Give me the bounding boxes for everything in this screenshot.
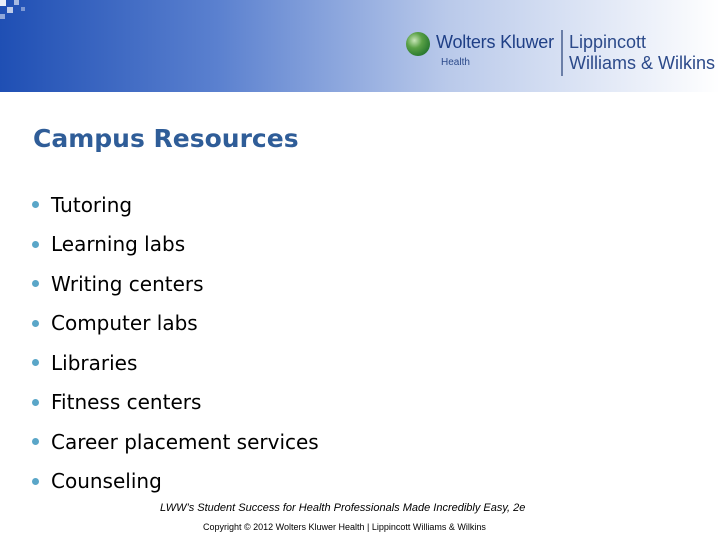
list-item <box>30 225 319 265</box>
footer-copyright: Copyright © 2012 Wolters Kluwer Health | Lippincott Williams & Wilkins <box>203 522 486 532</box>
decorative-squares <box>0 0 40 22</box>
bullet-icon <box>32 359 39 366</box>
list-item <box>30 422 319 462</box>
logo-company-name: Wolters Kluwer <box>436 32 554 52</box>
bullet-icon <box>32 241 39 248</box>
slide-title: Campus Resources <box>33 124 299 153</box>
list-item <box>30 343 319 383</box>
list-item-text: Writing centers <box>51 271 204 296</box>
bullet-icon <box>32 320 39 327</box>
bullet-icon <box>32 438 39 445</box>
bullet-list <box>30 185 319 501</box>
logo-imprint-line2: Williams & Wilkins <box>569 53 715 73</box>
header-band <box>0 0 720 92</box>
list-item <box>30 462 319 502</box>
list-item <box>30 185 319 225</box>
list-item-text: Fitness centers <box>51 390 202 415</box>
bullet-icon <box>32 478 39 485</box>
list-item <box>30 304 319 344</box>
footer-book-title: LWW’s Student Success for Health Professionals Made Incredibly Easy, 2e <box>160 502 526 514</box>
list-item <box>30 264 319 304</box>
lww-logo <box>569 32 715 74</box>
logo-imprint-line1: Lippincott <box>569 32 647 52</box>
list-item-text: Career placement services <box>51 429 319 454</box>
logo-divider <box>561 30 563 76</box>
bullet-icon <box>32 280 39 287</box>
list-item-text: Tutoring <box>51 192 133 217</box>
list-item-text: Libraries <box>51 350 138 375</box>
bullet-icon <box>32 201 39 208</box>
list-item <box>30 383 319 423</box>
globe-icon <box>406 32 430 56</box>
list-item-text: Learning labs <box>51 232 186 257</box>
list-item-text: Counseling <box>51 469 162 494</box>
logo-division-name: Health <box>441 57 470 68</box>
bullet-icon <box>32 399 39 406</box>
list-item-text: Computer labs <box>51 311 198 336</box>
